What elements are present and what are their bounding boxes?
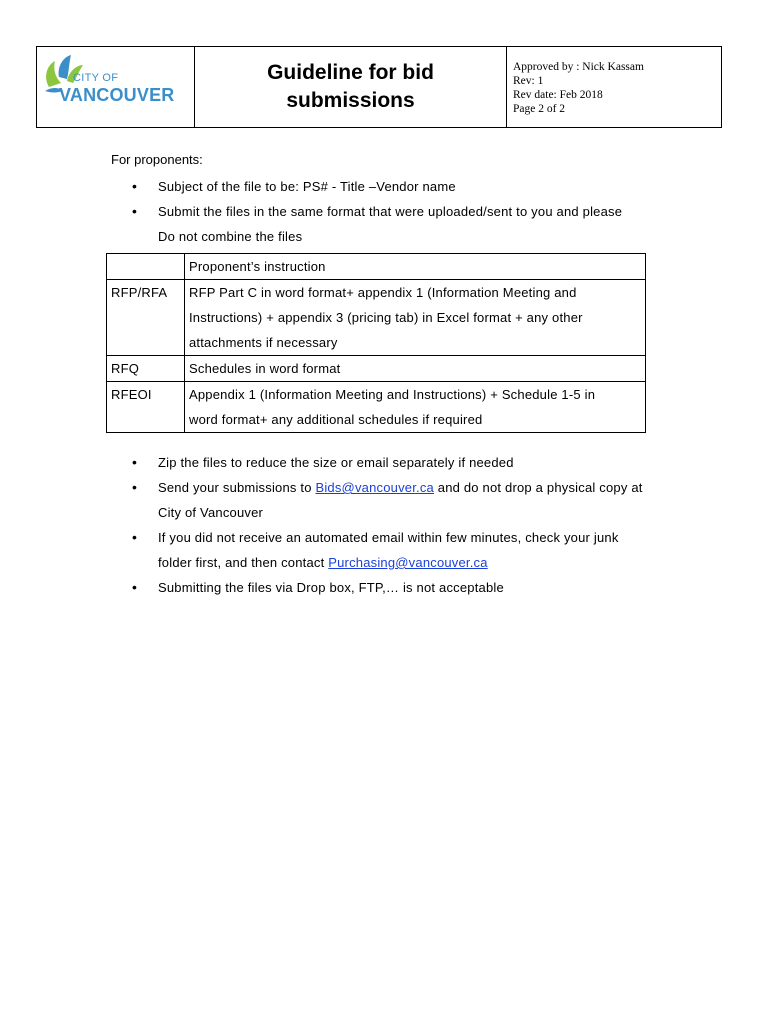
table-cell-instruction <box>185 382 646 433</box>
list-item <box>0 575 678 600</box>
list-item-text: Subject of the file to be: PS# - Title –Vendor name <box>158 179 456 194</box>
cell-line: Schedules in word format <box>189 361 341 376</box>
bullet-list-top <box>0 174 770 249</box>
list-item-text: folder first, and then contact <box>158 555 329 570</box>
page-number: Page 2 of 2 <box>513 103 566 115</box>
intro-text: For proponents: <box>111 152 203 167</box>
bullet-icon: • <box>132 203 138 219</box>
list-item <box>0 525 678 550</box>
document-header <box>36 46 722 128</box>
list-item <box>0 174 678 199</box>
bullet-icon: • <box>132 579 138 595</box>
bullet-icon: • <box>132 178 138 194</box>
cell-line: word format+ any additional schedules if required <box>189 412 483 427</box>
cell-line: Instructions) + appendix 3 (pricing tab) in Excel format + any other <box>189 310 583 325</box>
bullet-icon: • <box>132 529 138 545</box>
logo-cell <box>37 47 195 127</box>
list-item-text: City of Vancouver <box>158 505 264 520</box>
table-header-cell: Proponent’s instruction <box>185 254 646 280</box>
list-item-text: If you did not receive an automated email within few minutes, check your junk <box>158 530 619 545</box>
table-cell-type: RFEOI <box>107 382 185 433</box>
list-item <box>0 199 678 224</box>
title-line-1: Guideline for bid <box>267 61 434 84</box>
list-item-continuation <box>0 550 678 575</box>
logo-vancouver-text: VANCOUVER <box>59 85 175 105</box>
list-item-text: and do not drop a physical copy at <box>433 480 643 495</box>
list-item-text: Do not combine the files <box>158 229 303 244</box>
cell-line: RFP Part C in word format+ appendix 1 (Information Meeting and <box>189 285 577 300</box>
instruction-table <box>106 253 646 433</box>
title-line-2: submissions <box>286 89 415 112</box>
list-item-text: Send your submissions to <box>158 480 316 495</box>
revision-number: Rev: 1 <box>513 75 544 87</box>
revision-info <box>507 47 721 127</box>
table-row <box>107 382 646 433</box>
list-item-continuation <box>0 224 678 249</box>
list-item-text: Zip the files to reduce the size or email separately if needed <box>158 455 514 470</box>
list-item <box>0 450 678 475</box>
table-cell-instruction <box>185 280 646 356</box>
bullet-icon: • <box>132 479 138 495</box>
logo-city-of-text: CITY OF <box>73 72 119 84</box>
bullet-list-bottom <box>0 450 770 600</box>
approved-by: Approved by : Nick Kassam <box>513 61 644 73</box>
cell-line: Appendix 1 (Information Meeting and Instructions) + Schedule 1-5 in <box>189 387 596 402</box>
purchasing-email-link[interactable]: Purchasing@vancouver.ca <box>328 555 488 570</box>
bullet-icon: • <box>132 454 138 470</box>
list-item-continuation <box>0 500 678 525</box>
list-item <box>0 475 678 500</box>
revision-date: Rev date: Feb 2018 <box>513 89 603 101</box>
list-item-text: Submit the files in the same format that were uploaded/sent to you and please <box>158 204 623 219</box>
table-cell-type: RFP/RFA <box>107 280 185 356</box>
table-cell-instruction <box>185 356 646 382</box>
document-title <box>195 47 507 127</box>
table-row <box>107 356 646 382</box>
table-row <box>107 280 646 356</box>
list-item-text: Submitting the files via Drop box, FTP,… is not acceptable <box>158 580 504 595</box>
table-header-row <box>107 254 646 280</box>
table-cell-type: RFQ <box>107 356 185 382</box>
table-header-cell <box>107 254 185 280</box>
bids-email-link[interactable]: Bids@vancouver.ca <box>315 480 434 495</box>
cell-line: attachments if necessary <box>189 335 338 350</box>
